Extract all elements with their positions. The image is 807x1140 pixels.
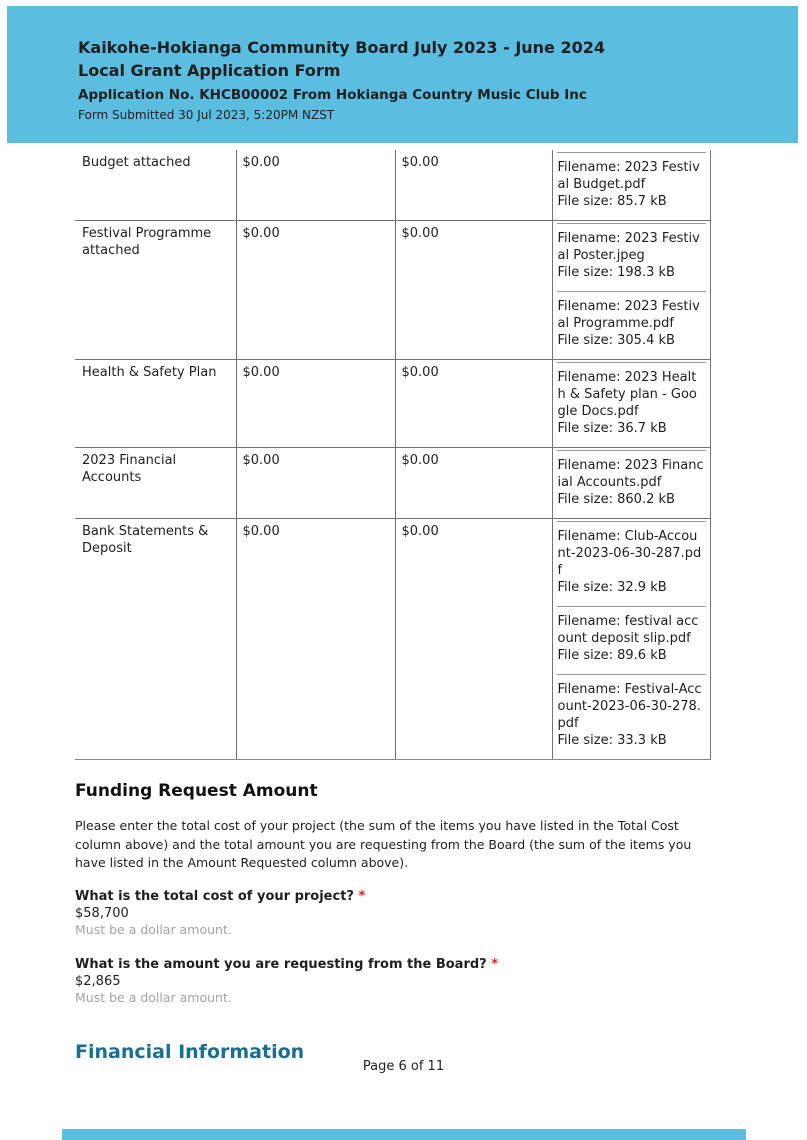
filesize-line xyxy=(558,647,705,664)
filename-line xyxy=(558,159,705,193)
filesize-label: File size: xyxy=(557,333,613,348)
file-attachment xyxy=(557,450,706,518)
filesize-value: 860.2 kB xyxy=(617,492,675,507)
next-page-header-strip xyxy=(62,1129,746,1140)
form-submitted-line: Form Submitted 30 Jul 2023, 5:20PM NZST xyxy=(78,108,335,122)
question-answer-value: $2,865 xyxy=(75,973,121,989)
required-asterisk: * xyxy=(358,888,366,904)
question-total-cost xyxy=(75,888,710,938)
total-cost-cell: $0.00 xyxy=(236,519,395,760)
table-row xyxy=(75,221,710,360)
filename-label: Filename: xyxy=(557,370,621,385)
amount-requested-cell: $0.00 xyxy=(395,448,552,519)
financial-information-heading: Financial Information xyxy=(75,1040,305,1063)
file-attachment xyxy=(557,606,706,674)
filesize-label: File size: xyxy=(557,194,613,209)
filesize-line xyxy=(558,732,705,749)
filesize-value: 36.7 kB xyxy=(617,421,667,436)
attached-files-cell xyxy=(552,221,710,360)
file-attachment xyxy=(557,674,706,759)
filesize-label: File size: xyxy=(557,492,613,507)
filename-value: 2023 Health & Safety plan - Google Docs.pdf xyxy=(557,370,697,419)
table-row xyxy=(75,519,710,760)
total-cost-cell: $0.00 xyxy=(236,448,395,519)
amount-requested-cell: $0.00 xyxy=(395,519,552,760)
attachment-row-label: 2023 Financial Accounts xyxy=(75,448,236,519)
board-title: Kaikohe-Hokianga Community Board July 2023 - June 2024 xyxy=(78,38,605,57)
attached-files-cell xyxy=(552,360,710,448)
filename-value: 2023 Festival Programme.pdf xyxy=(557,299,700,331)
filename-line xyxy=(558,681,705,732)
filesize-value: 85.7 kB xyxy=(617,194,667,209)
filesize-line xyxy=(558,491,705,508)
filesize-label: File size: xyxy=(557,733,613,748)
filesize-line xyxy=(558,420,705,437)
question-label-text: What is the total cost of your project? xyxy=(75,888,354,904)
filename-line xyxy=(558,457,705,491)
filename-label: Filename: xyxy=(557,160,621,175)
table-row xyxy=(75,448,710,519)
filesize-line xyxy=(558,264,705,281)
filename-label: Filename: xyxy=(557,299,621,314)
filesize-value: 305.4 kB xyxy=(617,333,675,348)
form-title: Local Grant Application Form xyxy=(78,61,341,80)
filename-value: Club-Account-2023-06-30-287.pdf xyxy=(557,529,702,578)
application-number-line: Application No. KHCB00002 From Hokianga Country Music Club Inc xyxy=(78,87,587,103)
amount-requested-cell: $0.00 xyxy=(395,221,552,360)
file-attachment xyxy=(557,223,706,291)
attachment-row-label: Health & Safety Plan xyxy=(75,360,236,448)
question-label xyxy=(75,956,710,973)
question-label xyxy=(75,888,710,905)
filesize-value: 89.6 kB xyxy=(617,648,667,663)
question-amount-requested xyxy=(75,956,710,1006)
filename-label: Filename: xyxy=(557,231,621,246)
attached-files-cell xyxy=(552,448,710,519)
filename-line xyxy=(558,613,705,647)
filesize-label: File size: xyxy=(557,265,613,280)
attachments-table xyxy=(75,150,711,760)
filename-label: Filename: xyxy=(557,529,621,544)
attached-files-cell xyxy=(552,150,710,221)
filename-value: 2023 Financial Accounts.pdf xyxy=(557,458,704,490)
filename-line xyxy=(558,528,705,579)
attachment-row-label: Budget attached xyxy=(75,150,236,221)
table-row xyxy=(75,150,710,221)
funding-request-heading: Funding Request Amount xyxy=(75,781,318,801)
total-cost-cell: $0.00 xyxy=(236,150,395,221)
amount-requested-cell: $0.00 xyxy=(395,150,552,221)
filesize-line xyxy=(558,579,705,596)
page-content xyxy=(75,150,710,1063)
filename-value: 2023 Festival Poster.jpeg xyxy=(557,231,700,263)
filesize-label: File size: xyxy=(557,648,613,663)
filename-line xyxy=(558,298,705,332)
file-attachment xyxy=(557,362,706,447)
filesize-value: 33.3 kB xyxy=(617,733,667,748)
filename-value: festival account deposit slip.pdf xyxy=(557,614,699,646)
filesize-label: File size: xyxy=(557,421,613,436)
question-label-text: What is the amount you are requesting from the Board? xyxy=(75,956,487,972)
file-attachment xyxy=(557,152,706,220)
filesize-value: 198.3 kB xyxy=(617,265,675,280)
form-header-banner xyxy=(7,6,798,143)
amount-requested-cell: $0.00 xyxy=(395,360,552,448)
filename-label: Filename: xyxy=(557,614,621,629)
funding-request-intro: Please enter the total cost of your project (the sum of the items you have listed in the Total Cost column above) and the total amount you are requesting from the Board (the sum of the items you have listed in the Amount Requested column above). xyxy=(75,818,692,870)
file-attachment xyxy=(557,291,706,359)
attachment-row-label: Festival Programme attached xyxy=(75,221,236,360)
filename-label: Filename: xyxy=(557,682,621,697)
filesize-line xyxy=(558,332,705,349)
page-indicator: Page 6 of 11 xyxy=(362,1059,445,1074)
file-attachment xyxy=(557,521,706,606)
attached-files-cell xyxy=(552,519,710,760)
question-helper-text: Must be a dollar amount. xyxy=(75,989,232,1005)
filesize-value: 32.9 kB xyxy=(617,580,667,595)
filename-line xyxy=(558,369,705,420)
filesize-label: File size: xyxy=(557,580,613,595)
filename-line xyxy=(558,230,705,264)
total-cost-cell: $0.00 xyxy=(236,360,395,448)
question-helper-text: Must be a dollar amount. xyxy=(75,921,232,937)
table-row xyxy=(75,360,710,448)
question-answer-value: $58,700 xyxy=(75,905,129,921)
filename-value: Festival-Account-2023-06-30-278.pdf xyxy=(557,682,702,731)
total-cost-cell: $0.00 xyxy=(236,221,395,360)
attachment-row-label: Bank Statements & Deposit xyxy=(75,519,236,760)
required-asterisk: * xyxy=(491,956,499,972)
filename-value: 2023 Festival Budget.pdf xyxy=(557,160,700,192)
filename-label: Filename: xyxy=(557,458,621,473)
filesize-line xyxy=(558,193,705,210)
